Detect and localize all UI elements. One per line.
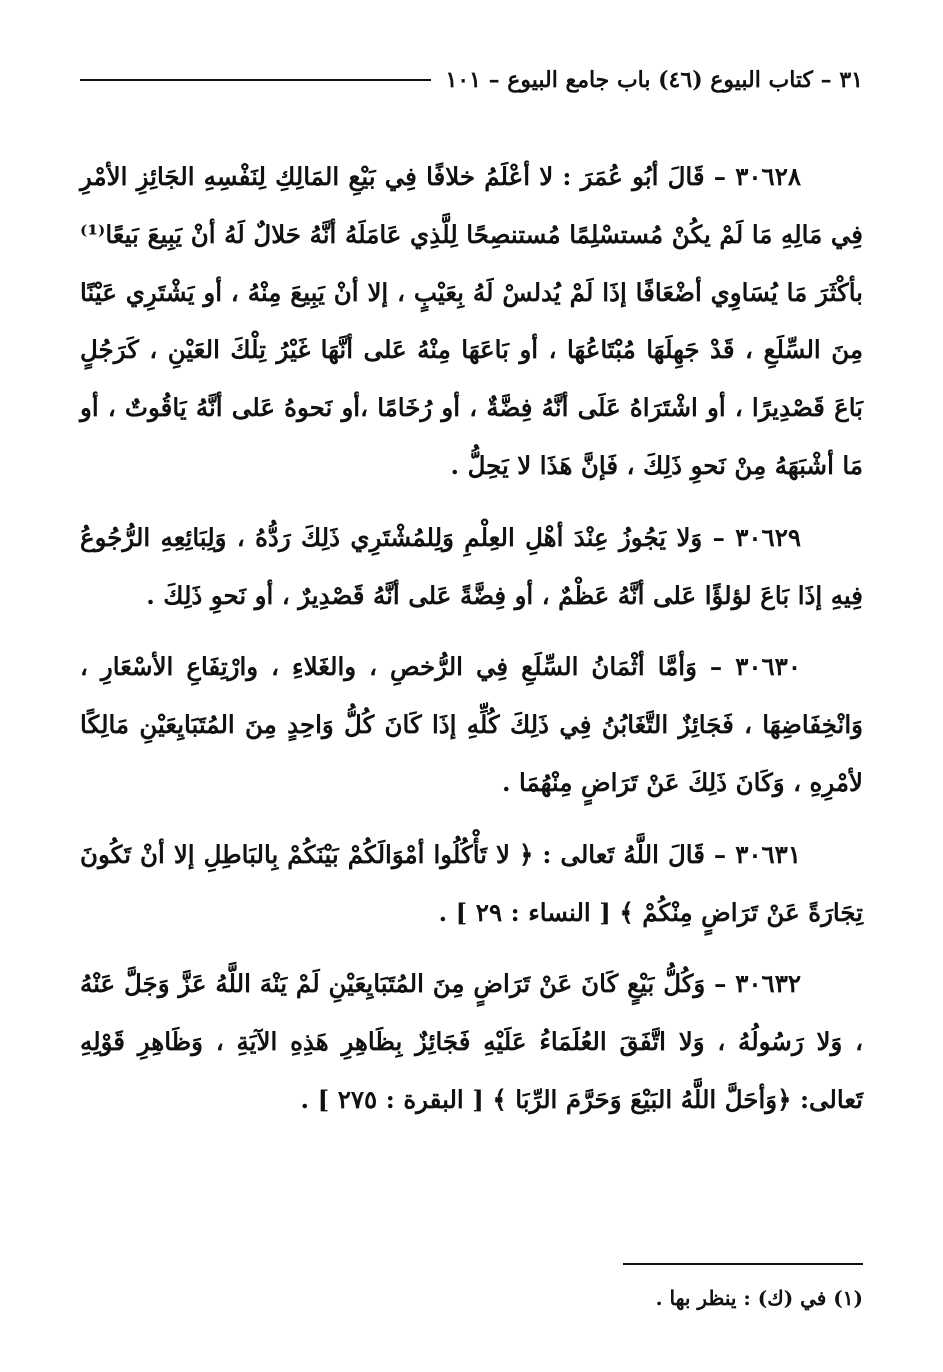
paragraph-number: ٣٠٦٢٨	[735, 162, 802, 191]
paragraph	[80, 955, 863, 1128]
running-header	[80, 58, 863, 102]
paragraph	[80, 509, 863, 625]
paragraph-text: – وَلا يَجُوزُ عِنْدَ أهْلِ العِلْمِ وَلِلمُشْتَرِي ذَلِكَ رَدُّهُ ، وَلِبَائِعِهِ الرُّجُوعُ فِيهِ إذَا بَاعَ لؤلؤًا عَلى أنَّهُ عَظْمٌ ، أو فِضَّةً عَلى أنَّهُ قَصْدِيرٌ ، أو نَحوِ ذَلِكَ .	[80, 522, 863, 610]
paragraph	[80, 826, 863, 942]
paragraph	[80, 148, 863, 495]
header-rule	[80, 79, 431, 81]
footnote: (١) في (ك) : ينظر بها .	[655, 1286, 863, 1310]
footnote-rule	[623, 1263, 863, 1265]
paragraph-text: – وَكُلُّ بَيْعٍ كَانَ عَنْ تَرَاضٍ مِنَ المُتَبَايِعَيْنِ لَمْ يَنْهَ اللَّهُ عَزَّ وَجَلَّ عَنْهُ ، وَلا رَسُولُهُ ، وَلا اتَّفَقَ العُلَمَاءُ عَلَيْهِ فَجَائِزٌ بِظَاهِرِ هَذِهِ الآيَةِ ، وَظَاهِرِ قَوْلِهِ تَعالى: ﴿وَأحَلَّ اللَّهُ البَيْعَ وَحَرَّمَ الرِّبَا ﴾ [ البقرة : ٢٧٥ ] .	[80, 969, 863, 1114]
paragraph-number: ٣٠٦٣٠	[735, 652, 801, 682]
paragraph-number: ٣٠٦٣١	[735, 839, 801, 869]
paragraph-number: ٣٠٦٣٢	[735, 969, 802, 999]
paragraph-text: – قَالَ اللَّهُ تَعالى : ﴿ لا تَأْكُلُوا أمْوَالَكُمْ بَيْنَكُمْ بِالبَاطِلِ إلا أنْ تَكُونَ تِجَارَةً عَنْ تَرَاضٍ مِنْكُمْ ﴾ [ النساء : ٢٩ ] .	[80, 839, 863, 927]
running-header-text: ٣١ – كتاب البيوع (٤٦) باب جامع البيوع – ١٠١	[445, 67, 863, 93]
paragraph-text: – قَالَ أبُو عُمَرَ : لا أعْلَمُ خلافًا فِي بَيْعِ المَالِكِ لِنَفْسِهِ الجَائِزِ الأمْرِ فِي مَالِهِ مَا لَمْ يكُنْ مُستسْلِمًا مُستنصِحًا لِلَّذِي عَامَلَهُ أنَّهُ حَلالٌ لَهُ أنْ يَبِيعَ بَيعًا⁽¹⁾ بأكْثَرَ مَا يُسَاوِي أضْعَافًا إذَا لَمْ يُدلسْ لَهُ بِعَيْبٍ ، إلا أنْ يَبِيعَ مِنْهُ ، أو يَشْتَرِي عَيْنًا مِنَ السِّلَعِ ، قَدْ جَهِلَهَا مُبْتَاعُهَا ، أو بَاعَهَا مِنْهُ عَلى أنَّهَا غَيْرُ تِلْكَ العَيْنِ ، كَرَجُلٍ بَاعَ قَصْدِيرًا ، أو اشْتَرَاهُ عَلَى أنَّهُ فِضَّةٌ ، أو رُخَامًا ،أو نَحوهُ عَلى أنَّهُ يَاقُوتٌ ، أو مَا أشْبَهَهُ مِنْ نَحوِ ذَلِكَ ، فَإنَّ هَذَا لا يَحِلُّ .	[80, 162, 863, 480]
paragraph	[80, 638, 863, 811]
paragraph-text: – وَأمَّا أثْمَانُ السِّلَعِ فِي الرُّخصِ ، والغَلاءِ ، وارْتِفَاعِ الأسْعَارِ ، وَانْخِفَاضِهَا ، فَجَائِزٌ التَّغَابُنُ فِي ذَلِكَ كُلِّهِ إذَا كَانَ كُلُّ وَاحِدٍ مِنَ المُتَبَايِعَيْنِ مَالِكًا لأمْرِهِ ، وَكَانَ ذَلِكَ عَنْ تَرَاضٍ مِنْهُمَا .	[80, 652, 863, 797]
paragraph-number: ٣٠٦٢٩	[735, 522, 802, 552]
body-text	[80, 148, 863, 1129]
